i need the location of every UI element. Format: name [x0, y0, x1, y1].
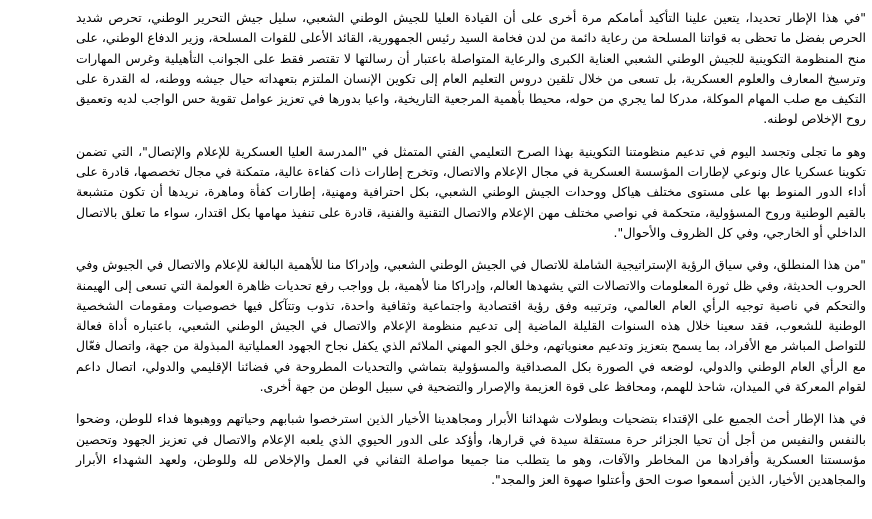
article-paragraph-4: في هذا الإطار أحث الجميع على الإقتداء بتضحيات وبطولات شهدائنا الأبرار ومجاهدينا الأخيار الذين استرخصوا شبابهم وحياتهم ووهبوها فداء للوطن، وضحوا بالنفس والنفيس من أجل أن تحيا الجزائر حرة مستقلة سيدة في قرارها، وأؤكد على الدور الحيوي الذي يلعبه الإعلام والاتصال في تعزيز الجهود وتحصين مؤسستنا العسكرية وأفرادها من المخاطر والآفات، وهو ما يتطلب منا جميعا مواصلة التفاني في العمل والإخلاص لله وللوطن، ولعهد الشهداء الأبرار والمجاهدين الأخيار، الذين أسمعوا صوت الحق وأعتلوا صهوة العز والمجد".: [76, 411, 866, 488]
speech-article: [76, 8, 866, 503]
article-paragraph-2: وهو ما تجلى وتجسد اليوم في تدعيم منظومتنا التكوينية بهذا الصرح التعليمي الفتي المتمثل في "المدرسة العليا العسكرية للإعلام والإتصال"، التي تضمن تكوينا عسكريا عال ونوعي لإطارات المؤسسة العسكرية في مجال الإعلام والاتصال، وتخرج إطارات ذات كفاءة عالية، متمكنة في مجال تخصصها، قادرة على أداء الدور المنوط بها على مستوى مختلف هياكل ووحدات الجيش الوطني الشعبي، بكل احترافية ومهنية، إطارات كفأة وماهرة، نريدها أن تكون متشبعة بالقيم الوطنية وروح المسؤولية، متحكمة في نواصي مختلف مهن الإعلام والاتصال التقنية والفنية، قادرة على تنفيذ مهامها بكل اقتدار، سواء ما تعلق بالاتصال الداخلي أو الخارجي، وفي كل الظروف والأحوال".: [76, 143, 866, 240]
article-paragraph-3: "من هذا المنطلق، وفي سياق الرؤية الإستراتيجية الشاملة للاتصال في الجيش الوطني الشعبي، وإدراكا منا للأهمية البالغة للإعلام والاتصال في الجيوش وفي الحروب الحديثة، وفي ظل ثورة المعلومات والاتصالات التي يشهدها العالم، وإدراكا منا لأهمية، بل وواجب رفع تحديات ظاهرة العولمة التي تسعى إلى الهيمنة والتحكم في ناصية توجيه الرأي العام العالمي، وترتيبه وفق رؤية اقتصادية واجتماعية وثقافية واحدة، تذوب وتتآكل فيها خصوصيات ومقومات الشخصية الوطنية للشعوب، فقد سعينا خلال هذه السنوات القليلة الماضية إلى تدعيم منظومة الإعلام والاتصال في الجيش الوطني الشعبي، باعتباره أداة فعالة للتواصل المباشر مع الأفراد، بما يسمح بتعزيز وتدعيم معنوياتهم، وخلق الجو المهني الملائم الذي يكفل نجاح الجهود العملياتية المبذولة من جهة، واتصال فعّال مع الرأي العام الوطني والدولي، لوضعه في الصورة بكل المصداقية والمسؤولية بتماشي والتحديات المطروحة في فضائنا الإقليمي والدولي، اتصال داعم لقوام المعركة في الميدان، شاحذ للهمم، ومحافظ على قوة العزيمة والإصرار والتضحية في سبيل الوطن من جهة أخرى.: [76, 257, 866, 395]
article-paragraph-1: "في هذا الإطار تحديدا، يتعين علينا التأكيد أمامكم مرة أخرى على أن القيادة العليا للجيش الوطني الشعبي، سليل جيش التحرير الوطني، تحرص شديد الحرص بفضل ما تحظى به قواتنا المسلحة من رعاية دائمة من لدن فخامة السيد رئيس الجمهورية، القائد الأعلى للقوات المسلحة، وزير الدفاع الوطني، على منح المنظومة التكوينية للجيش الوطني الشعبي العناية الكبرى والرعاية المتواصلة باعتبار أن رسالتها لا تقتصر فقط على الجوانب التأهيلية وغرس المهارات وترسيخ المعارف والعلوم العسكرية، بل تسعى من خلال تلقين دروس التعليم العام إلى تكوين الإنسان الملتزم بتعهداته حيال جيشه ووطنه، له القدرة على التكيف مع صلب المهام الموكلة، مدركا لما يجري من حوله، محيطا بأهمية المرجعية التاريخية، واعيا بدورها في تعزيز عوامل تقوية حس الواجب لديه وتعميق روح الإخلاص لوطنه.: [76, 10, 866, 127]
